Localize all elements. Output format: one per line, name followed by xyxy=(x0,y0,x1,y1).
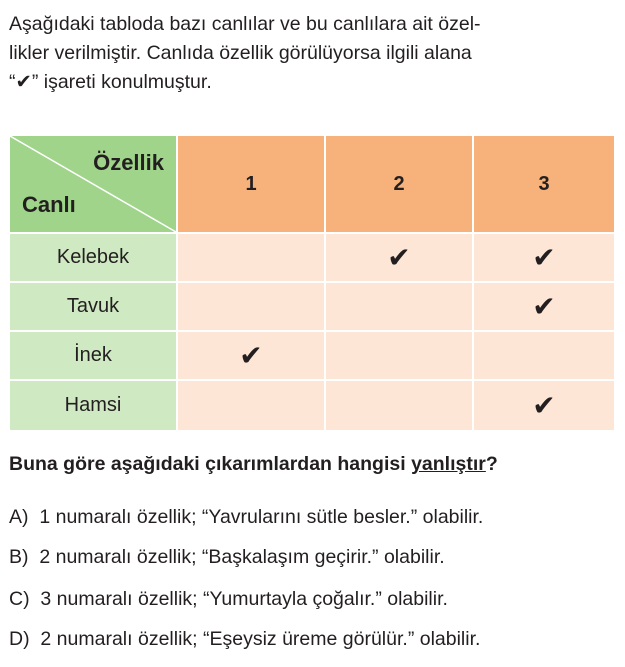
table-cell xyxy=(326,381,472,430)
feature-table xyxy=(10,136,614,430)
corner-label-ozellik: Özellik xyxy=(93,150,164,175)
table-cell xyxy=(178,332,324,379)
row-name-4: Hamsi xyxy=(10,381,176,430)
table-cell xyxy=(178,381,324,430)
column-header-2: 2 xyxy=(326,136,472,232)
check-mark-icon: ✔ xyxy=(532,290,556,322)
option-c-letter: C) xyxy=(9,588,30,610)
table-cell xyxy=(474,283,614,330)
option-a-text: 1 numaralı özellik; “Yavrularını sütle besler.” olabilir. xyxy=(39,506,484,528)
option-b-letter: B) xyxy=(9,546,29,568)
table-cell xyxy=(178,283,324,330)
question-after: ? xyxy=(485,453,498,475)
option-b[interactable] xyxy=(9,546,445,569)
option-d[interactable] xyxy=(9,628,480,651)
option-d-letter: D) xyxy=(9,628,30,650)
check-mark-icon: ✔ xyxy=(532,389,556,421)
check-mark-icon: ✔ xyxy=(239,339,263,371)
option-b-text: 2 numaralı özellik; “Başkalaşım geçirir.” olabilir. xyxy=(39,546,445,568)
corner-label-canli: Canlı xyxy=(22,192,76,217)
intro-line-1: Aşağıdaki tabloda bazı canlılar ve bu canlılara ait özel- xyxy=(9,13,481,35)
check-mark-icon: ✔ xyxy=(387,241,411,273)
check-mark-icon: ✔ xyxy=(532,241,556,273)
intro-line-3: “✔” işareti konulmuştur. xyxy=(9,71,212,93)
table-corner-header xyxy=(10,136,176,232)
table-cell xyxy=(326,234,472,281)
row-name-1: Kelebek xyxy=(10,234,176,281)
row-name-2: Tavuk xyxy=(10,283,176,330)
option-a[interactable] xyxy=(9,506,483,529)
table-cell xyxy=(474,332,614,379)
question-before: Buna göre aşağıdaki çıkarımlardan hangisi xyxy=(9,453,412,475)
question-underlined-word: yanlıştır xyxy=(411,453,486,475)
table-cell xyxy=(326,332,472,379)
row-name-3: İnek xyxy=(10,332,176,379)
intro-line-2: likler verilmiştir. Canlıda özellik görülüyorsa ilgili alana xyxy=(9,42,472,64)
table-cell xyxy=(474,381,614,430)
table-cell xyxy=(326,283,472,330)
table-cell xyxy=(474,234,614,281)
question-text xyxy=(9,453,498,476)
option-d-text: 2 numaralı özellik; “Eşeysiz üreme görülür.” olabilir. xyxy=(40,628,481,650)
intro-text xyxy=(9,10,619,97)
option-c-text: 3 numaralı özellik; “Yumurtayla çoğalır.” olabilir. xyxy=(40,588,448,610)
column-header-3: 3 xyxy=(474,136,614,232)
column-header-1: 1 xyxy=(178,136,324,232)
option-c[interactable] xyxy=(9,588,448,611)
table-cell xyxy=(178,234,324,281)
option-a-letter: A) xyxy=(9,506,29,528)
